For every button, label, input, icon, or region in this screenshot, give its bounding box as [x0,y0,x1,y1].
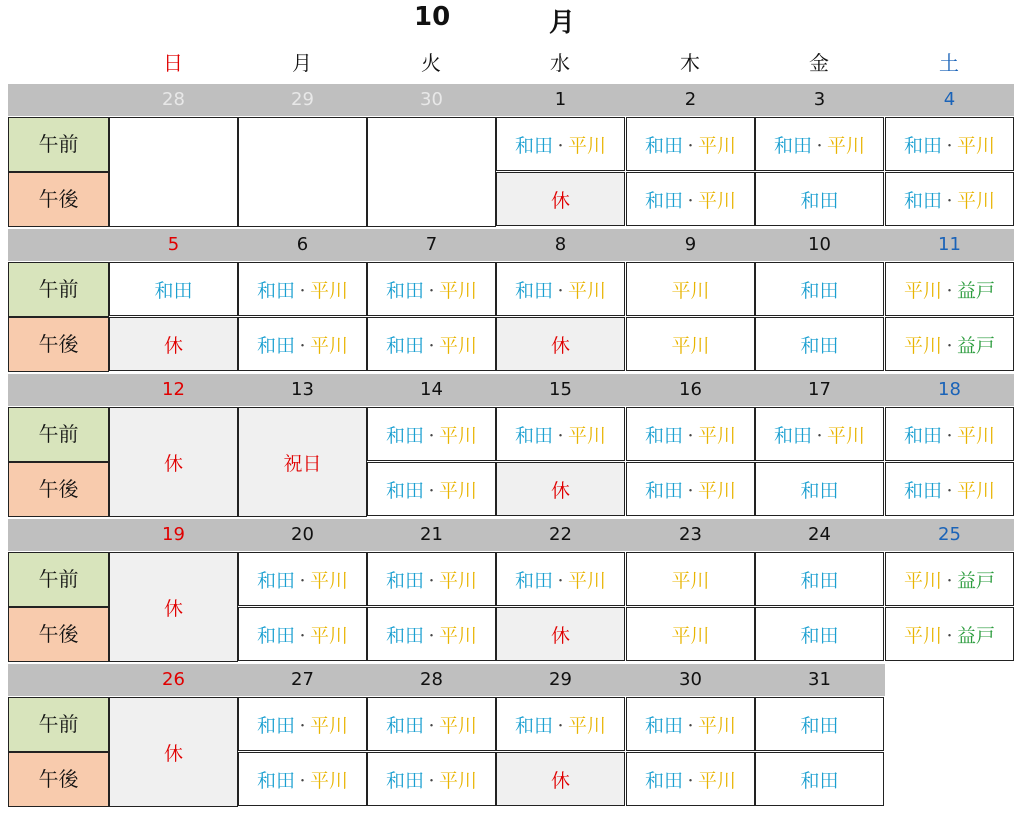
closed-label: 休 [550,479,570,502]
doctor-masuto: 益戸 [957,279,996,302]
schedule-cell-am [496,262,625,316]
schedule-cell-am [109,262,238,316]
separator-dot: ・ [553,718,567,734]
doctor-wada: 和田 [514,134,553,157]
schedule-cell-pm [496,752,625,806]
doctor-wada: 和田 [385,279,424,302]
empty-cell [238,117,367,227]
doctor-wada: 和田 [514,714,553,737]
doctor-hirakawa: 平川 [568,424,607,447]
doctor-wada: 和田 [903,424,942,447]
doctor-wada: 和田 [903,134,942,157]
doctor-wada: 和田 [154,279,193,302]
separator-dot: ・ [683,428,697,444]
doctor-hirakawa: 平川 [903,334,942,357]
separator-dot: ・ [424,773,438,789]
date-number: 31 [808,669,831,690]
separator-dot: ・ [424,718,438,734]
doctor-wada: 和田 [385,569,424,592]
doctor-wada: 和田 [800,334,839,357]
separator-dot: ・ [553,138,567,154]
separator-dot: ・ [942,483,956,499]
doctor-wada: 和田 [514,279,553,302]
doctor-hirakawa: 平川 [439,479,478,502]
date-number: 6 [296,234,309,255]
pm-label: 午後 [8,172,109,227]
closed-label: 休 [163,452,183,475]
doctor-hirakawa: 平川 [439,769,478,792]
doctor-wada: 和田 [514,424,553,447]
doctor-hirakawa: 平川 [698,424,737,447]
doctor-hirakawa: 平川 [439,624,478,647]
schedule-cell-am [238,552,367,606]
doctor-hirakawa: 平川 [568,279,607,302]
separator-dot: ・ [553,573,567,589]
doctor-hirakawa: 平川 [957,189,996,212]
date-number: 14 [420,379,443,400]
doctor-hirakawa: 平川 [827,424,866,447]
doctor-hirakawa: 平川 [671,334,710,357]
date-number: 22 [549,524,572,545]
schedule-cell-am [626,552,755,606]
separator-dot: ・ [942,283,956,299]
schedule-cell-day [109,407,238,517]
date-number: 10 [808,234,831,255]
doctor-wada: 和田 [800,279,839,302]
am-label: 午前 [8,407,109,462]
doctor-hirakawa: 平川 [671,569,710,592]
doctor-wada: 和田 [644,134,683,157]
doctor-wada: 和田 [644,714,683,737]
doctor-wada: 和田 [256,569,295,592]
doctor-hirakawa: 平川 [698,189,737,212]
weekday-header: 木 [680,51,700,75]
schedule-cell-day [238,407,367,517]
doctor-wada: 和田 [385,334,424,357]
separator-dot: ・ [295,338,309,354]
date-number: 1 [554,89,567,110]
doctor-hirakawa: 平川 [698,134,737,157]
doctor-hirakawa: 平川 [310,714,349,737]
doctor-wada: 和田 [385,714,424,737]
doctor-wada: 和田 [256,279,295,302]
schedule-cell-am [755,697,884,751]
closed-label: 休 [550,334,570,357]
doctor-hirakawa: 平川 [568,569,607,592]
doctor-hirakawa: 平川 [439,279,478,302]
separator-dot: ・ [683,138,697,154]
closed-label: 休 [163,597,183,620]
schedule-cell-am [755,407,884,461]
doctor-wada: 和田 [514,569,553,592]
doctor-hirakawa: 平川 [827,134,866,157]
doctor-hirakawa: 平川 [957,424,996,447]
doctor-wada: 和田 [644,479,683,502]
schedule-cell-am [885,262,1014,316]
weekday-header: 金 [809,51,829,75]
doctor-masuto: 益戸 [957,334,996,357]
date-number: 4 [943,89,956,110]
doctor-hirakawa: 平川 [671,279,710,302]
schedule-cell-am [238,697,367,751]
date-number: 25 [938,524,961,545]
schedule-cell-pm [367,752,496,806]
schedule-cell-pm [885,317,1014,371]
schedule-cell-am [238,262,367,316]
doctor-wada: 和田 [256,334,295,357]
doctor-hirakawa: 平川 [903,624,942,647]
separator-dot: ・ [683,773,697,789]
separator-dot: ・ [942,138,956,154]
doctor-hirakawa: 平川 [310,334,349,357]
separator-dot: ・ [424,283,438,299]
doctor-hirakawa: 平川 [698,714,737,737]
date-number: 17 [808,379,831,400]
date-number: 24 [808,524,831,545]
doctor-hirakawa: 平川 [671,624,710,647]
date-number: 20 [291,524,314,545]
doctor-wada: 和田 [644,769,683,792]
closed-label: 休 [163,742,183,765]
doctor-wada: 和田 [903,189,942,212]
doctor-wada: 和田 [256,769,295,792]
doctor-hirakawa: 平川 [568,714,607,737]
schedule-cell-am [367,407,496,461]
empty-cell [109,117,238,227]
doctor-hirakawa: 平川 [439,334,478,357]
date-number: 16 [679,379,702,400]
date-number: 30 [679,669,702,690]
separator-dot: ・ [683,193,697,209]
doctor-wada: 和田 [800,479,839,502]
schedule-cell-am [626,117,755,171]
date-number: 23 [679,524,702,545]
separator-dot: ・ [295,718,309,734]
doctor-wada: 和田 [385,479,424,502]
holiday-label: 祝日 [283,452,322,475]
weekday-header: 土 [939,51,959,75]
doctor-hirakawa: 平川 [310,569,349,592]
separator-dot: ・ [683,718,697,734]
date-number: 30 [420,89,443,110]
doctor-wada: 和田 [385,769,424,792]
schedule-cell-pm [626,317,755,371]
separator-dot: ・ [424,628,438,644]
doctor-hirakawa: 平川 [439,569,478,592]
schedule-cell-am [885,117,1014,171]
doctor-wada: 和田 [800,769,839,792]
schedule-cell-pm [626,607,755,661]
pm-label: 午後 [8,317,109,372]
schedule-cell-am [496,697,625,751]
separator-dot: ・ [295,283,309,299]
doctor-hirakawa: 平川 [568,134,607,157]
am-label: 午前 [8,117,109,172]
date-number: 9 [684,234,697,255]
separator-dot: ・ [553,428,567,444]
doctor-wada: 和田 [800,569,839,592]
schedule-cell-pm [109,317,238,371]
doctor-hirakawa: 平川 [903,279,942,302]
separator-dot: ・ [942,573,956,589]
date-number: 2 [684,89,697,110]
schedule-cell-am [626,407,755,461]
separator-dot: ・ [942,628,956,644]
pm-label: 午後 [8,752,109,807]
am-label: 午前 [8,262,109,317]
schedule-cell-pm [496,462,625,516]
schedule-cell-pm [238,317,367,371]
doctor-wada: 和田 [903,479,942,502]
schedule-cell-pm [755,607,884,661]
schedule-cell-am [885,552,1014,606]
separator-dot: ・ [942,193,956,209]
schedule-cell-pm [755,462,884,516]
date-number: 8 [554,234,567,255]
schedule-cell-pm [496,172,625,226]
doctor-hirakawa: 平川 [903,569,942,592]
date-number: 27 [291,669,314,690]
date-number: 13 [291,379,314,400]
schedule-cell-day [109,552,238,662]
date-number: 29 [549,669,572,690]
separator-dot: ・ [942,338,956,354]
schedule-cell-pm [367,607,496,661]
title-unit: 月 [549,8,576,38]
separator-dot: ・ [295,628,309,644]
schedule-cell-am [367,697,496,751]
schedule-cell-pm [238,752,367,806]
empty-cell [367,117,496,227]
closed-label: 休 [550,189,570,212]
doctor-wada: 和田 [256,624,295,647]
am-label: 午前 [8,552,109,607]
date-number: 11 [938,234,961,255]
schedule-cell-am [367,552,496,606]
doctor-masuto: 益戸 [957,569,996,592]
schedule-cell-pm [238,607,367,661]
doctor-masuto: 益戸 [957,624,996,647]
schedule-cell-am [626,262,755,316]
schedule-cell-am [367,262,496,316]
schedule-cell-pm [755,317,884,371]
separator-dot: ・ [424,428,438,444]
doctor-wada: 和田 [800,189,839,212]
closed-label: 休 [163,334,183,357]
weekday-header: 水 [550,51,570,75]
schedule-cell-am [755,262,884,316]
schedule-cell-pm [755,752,884,806]
date-number: 5 [167,234,180,255]
schedule-cell-pm [367,462,496,516]
doctor-hirakawa: 平川 [310,279,349,302]
schedule-cell-pm [626,172,755,226]
separator-dot: ・ [553,283,567,299]
separator-dot: ・ [424,573,438,589]
pm-label: 午後 [8,462,109,517]
separator-dot: ・ [295,773,309,789]
doctor-wada: 和田 [644,189,683,212]
doctor-wada: 和田 [773,134,812,157]
separator-dot: ・ [812,138,826,154]
separator-dot: ・ [424,338,438,354]
am-label: 午前 [8,697,109,752]
schedule-cell-pm [626,462,755,516]
doctor-hirakawa: 平川 [310,624,349,647]
schedule-cell-day [109,697,238,807]
doctor-hirakawa: 平川 [310,769,349,792]
date-number: 18 [938,379,961,400]
doctor-hirakawa: 平川 [698,479,737,502]
schedule-cell-pm [755,172,884,226]
date-number: 21 [420,524,443,545]
schedule-cell-am [885,407,1014,461]
doctor-wada: 和田 [256,714,295,737]
date-number: 26 [162,669,185,690]
pm-label: 午後 [8,607,109,662]
schedule-cell-am [496,117,625,171]
doctor-wada: 和田 [644,424,683,447]
schedule-cell-am [755,117,884,171]
date-number: 3 [813,89,826,110]
weekday-header: 日 [163,51,183,75]
schedule-cell-pm [496,607,625,661]
doctor-wada: 和田 [773,424,812,447]
schedule-cell-am [626,697,755,751]
date-number: 15 [549,379,572,400]
doctor-hirakawa: 平川 [698,769,737,792]
doctor-wada: 和田 [800,714,839,737]
schedule-cell-pm [885,172,1014,226]
doctor-wada: 和田 [800,624,839,647]
date-number: 19 [162,524,185,545]
calendar-title [0,0,1024,38]
date-number: 12 [162,379,185,400]
doctor-wada: 和田 [385,624,424,647]
doctor-hirakawa: 平川 [957,479,996,502]
schedule-cell-pm [367,317,496,371]
doctor-wada: 和田 [385,424,424,447]
date-number: 28 [162,89,185,110]
schedule-cell-am [496,552,625,606]
separator-dot: ・ [942,428,956,444]
schedule-cell-pm [885,607,1014,661]
doctor-hirakawa: 平川 [957,134,996,157]
title-month: 10 [414,2,451,32]
separator-dot: ・ [295,573,309,589]
date-number: 29 [291,89,314,110]
separator-dot: ・ [683,483,697,499]
separator-dot: ・ [424,483,438,499]
weekday-header: 火 [421,51,441,75]
closed-label: 休 [550,769,570,792]
date-number: 28 [420,669,443,690]
separator-dot: ・ [812,428,826,444]
doctor-hirakawa: 平川 [439,714,478,737]
schedule-cell-pm [496,317,625,371]
closed-label: 休 [550,624,570,647]
schedule-cell-pm [885,462,1014,516]
schedule-cell-am [496,407,625,461]
schedule-cell-pm [626,752,755,806]
date-number: 7 [425,234,438,255]
weekday-header: 月 [292,51,312,75]
doctor-hirakawa: 平川 [439,424,478,447]
schedule-cell-am [755,552,884,606]
